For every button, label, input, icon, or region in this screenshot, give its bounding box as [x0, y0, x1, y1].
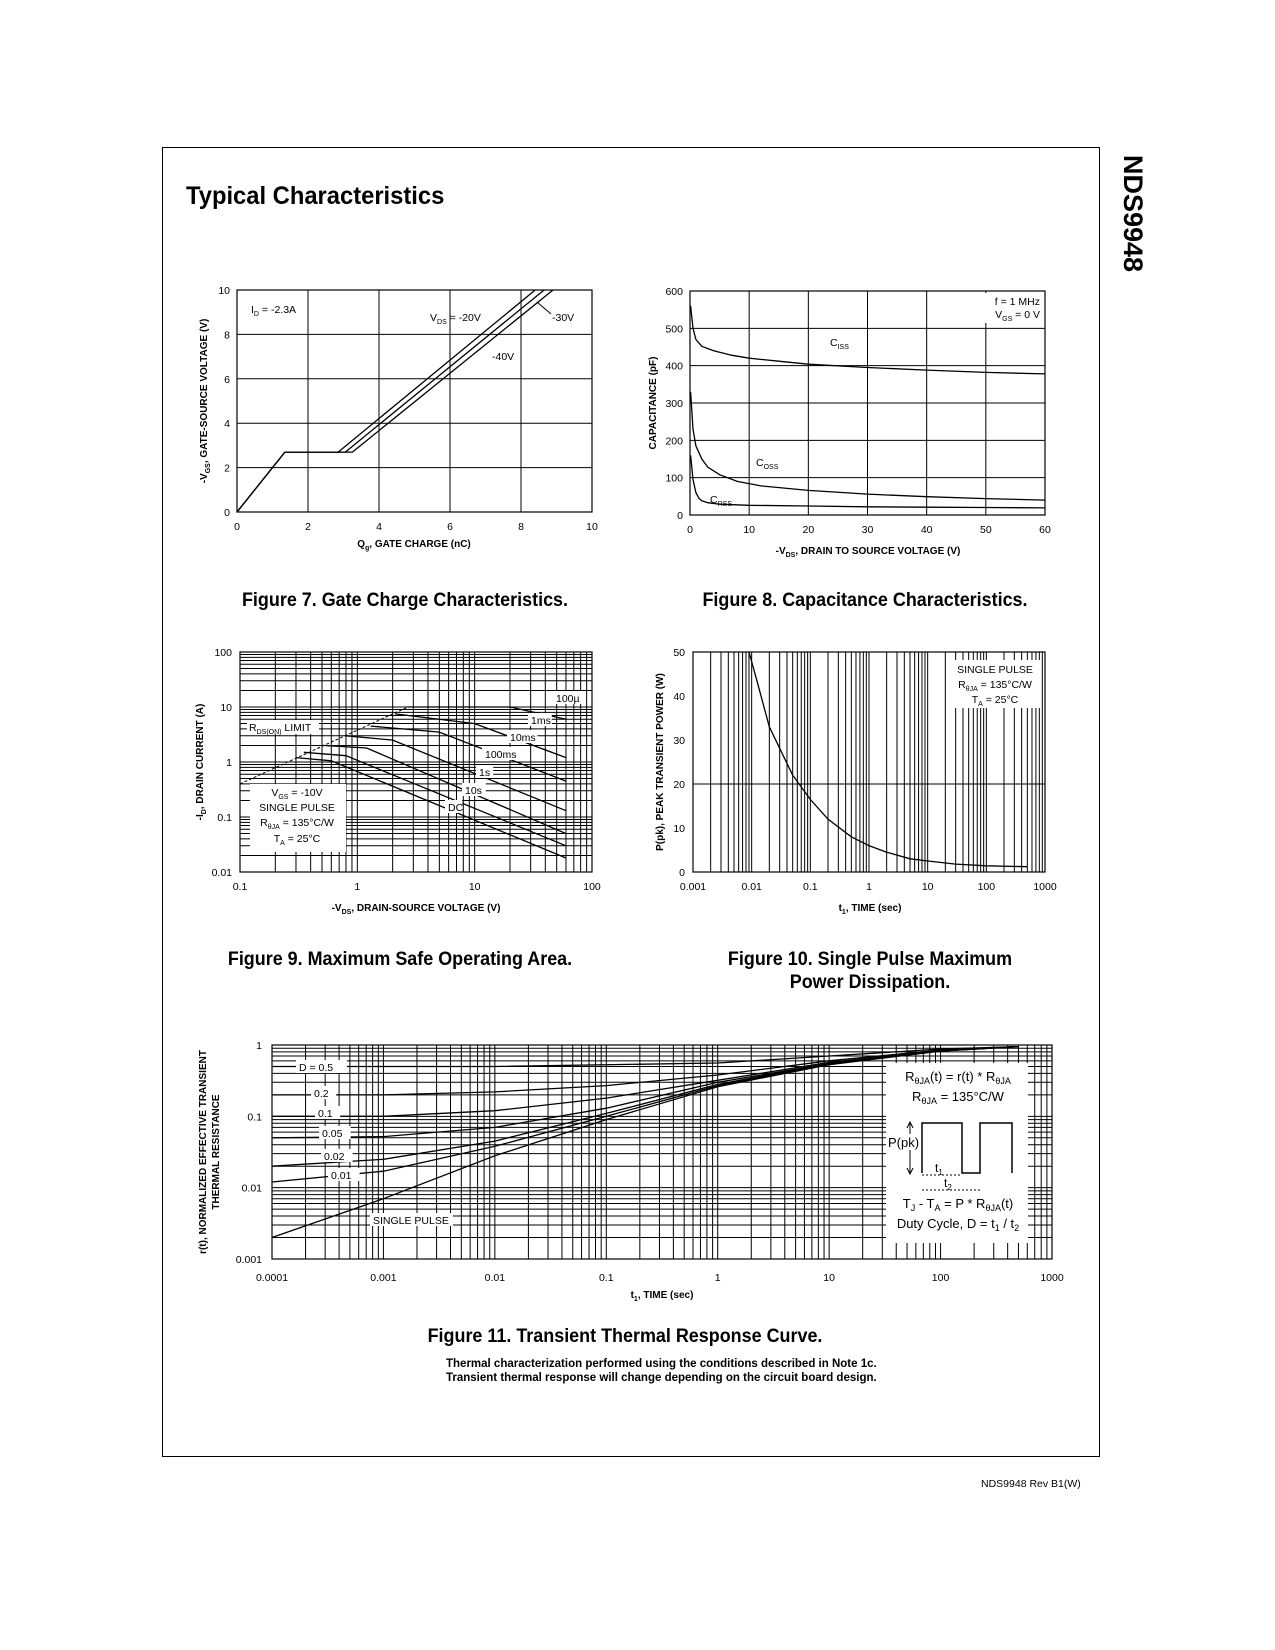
f7-ytick-label: 10 — [218, 285, 230, 297]
fig9-annotation-rtheta: $R_{\theta JA} = 135^\circ C/W$ — [260, 817, 334, 831]
f11-xtick-label: 10 — [823, 1272, 835, 1284]
fig9-annotation-single-pulse: SINGLE PULSE — [259, 802, 335, 814]
fig7-chart — [199, 285, 598, 552]
f7-ytick-label: 0 — [224, 507, 230, 519]
side-part-number: NDS9948 — [1118, 155, 1148, 273]
f10-xtick-label: 0.1 — [803, 881, 818, 893]
fig10-ylabel: P(pk), PEAK TRANSIENT POWER (W) — [655, 673, 666, 851]
f11-ytick-label: 0.001 — [235, 1254, 262, 1266]
fig9-caption: Figure 9. Maximum Safe Operating Area. — [227, 948, 573, 970]
f8-xtick-label: 30 — [861, 524, 874, 536]
fig8-label-ciss: $C_{ISS}$ — [830, 337, 849, 351]
fig9-chart — [195, 647, 601, 916]
f7-series-1 — [237, 290, 544, 512]
fig11-ylabel-line-2: THERMAL RESISTANCE — [211, 1094, 222, 1210]
f11-xtick-label: 100 — [931, 1272, 950, 1284]
fig8-xlabel: $-V_{DS}$, DRAIN TO SOURCE VOLTAGE (V) — [775, 546, 961, 559]
page-footer: NDS9948 Rev B1(W) — [981, 1478, 1081, 1490]
fig11-note-line-1: Thermal characterization performed using the conditions described in Note 1c. — [446, 1358, 877, 1370]
f8-xtick-label: 50 — [979, 524, 992, 536]
fig11-annotation-duty: Duty Cycle, $D = t_1 / t_2$ — [896, 1216, 1020, 1233]
fig11-curve-label: 0.1 — [318, 1108, 333, 1120]
f8-xtick-label: 0 — [687, 524, 693, 536]
fig9-xlabel: $-V_{DS}$, DRAIN-SOURCE VOLTAGE (V) — [331, 903, 501, 916]
fig10-caption-line-1: Figure 10. Single Pulse Maximum — [727, 948, 1013, 970]
f8-xtick-label: 40 — [920, 524, 933, 536]
f9-xtick-label: 1 — [354, 881, 361, 893]
f11-xtick-label: 1 — [714, 1272, 721, 1284]
fig10-caption-line-2: Power Dissipation. — [789, 971, 951, 993]
f7-series-2 — [237, 290, 553, 512]
fig8-ylabel: CAPACITANCE (pF) — [648, 356, 659, 450]
f8-ytick-label: 100 — [665, 472, 683, 485]
fig11-annotation-tj: $T_J - T_A = P * R_{\theta JA}(t)$ — [902, 1196, 1014, 1213]
f9-ytick-label: 1 — [226, 757, 232, 769]
f10-xtick-label: 10 — [921, 881, 934, 893]
fig11-xlabel: $t_1$, TIME (sec) — [630, 1290, 694, 1303]
fig11-curve-label: 0.2 — [314, 1088, 329, 1100]
fig10-annotation-single-pulse: SINGLE PULSE — [957, 664, 1033, 676]
fig7-plot-frame — [237, 290, 592, 512]
f11-ytick-label: 0.1 — [247, 1111, 262, 1124]
fig9-curve-label: 10ms — [510, 732, 536, 744]
f11-xtick-label: 1000 — [1040, 1272, 1064, 1284]
fig11-annotation-t1: $t_1$ — [935, 1161, 943, 1177]
f8-xtick-label: 60 — [1039, 524, 1051, 536]
f8-xtick-label: 20 — [802, 524, 815, 536]
f7-series-0 — [237, 290, 535, 512]
fig11-annotation-t2: $t_2$ — [944, 1176, 952, 1192]
fig11-curve-label: SINGLE PULSE — [373, 1215, 449, 1227]
f9-xtick-label: 0.1 — [232, 881, 248, 893]
fig7-xlabel: $Q_g$, GATE CHARGE (nC) — [357, 539, 471, 552]
f11-ytick-label: 0.01 — [241, 1182, 262, 1195]
f10-ytick-label: 10 — [673, 823, 685, 835]
fig8-label-crss: $C_{RSS}$ — [710, 494, 732, 508]
fig9-curve-label: 100µ — [556, 693, 580, 705]
f7-xtick-label: 10 — [586, 521, 598, 533]
f8-ytick-label: 0 — [677, 510, 683, 522]
fig7-annotation-40v: -40V — [492, 351, 515, 363]
f10-xtick-label: 0.01 — [741, 881, 762, 893]
f10-ytick-label: 40 — [673, 691, 685, 703]
fig11-curve-label: 0.02 — [324, 1151, 345, 1163]
fig8-caption: Figure 8. Capacitance Characteristics. — [702, 589, 1028, 611]
fig7-annotation-id: $I_D = -2.3A$ — [251, 304, 297, 318]
f9-series-5 — [322, 745, 566, 833]
fig8-annotation-vgs: $V_{GS} = 0$ V — [995, 309, 1040, 323]
f9-ytick-label: 0.01 — [211, 867, 232, 879]
fig9-curve-label: DC — [448, 802, 464, 814]
fig11-curve-label: D = 0.5 — [299, 1062, 334, 1074]
fig9-curve-label: 100ms — [485, 749, 517, 761]
f11-xtick-label: 0.0001 — [255, 1272, 289, 1284]
f8-ytick-label: 400 — [665, 360, 683, 373]
f8-ytick-label: 300 — [665, 398, 683, 410]
f10-xtick-label: 1000 — [1033, 881, 1057, 893]
f10-ytick-label: 50 — [673, 647, 685, 659]
f7-ytick-label: 2 — [224, 462, 230, 475]
f10-ytick-label: 30 — [673, 735, 685, 747]
fig7-annotation-vds20: $V_{DS} = -20V$ — [430, 312, 481, 326]
fig10-annotation-ta: $T_A = 25^\circ C$ — [971, 694, 1019, 708]
fig11-curve-label: 0.01 — [331, 1170, 352, 1182]
f10-xtick-label: 0.001 — [679, 881, 707, 893]
fig7-ylabel: $-V_{GS}$, GATE-SOURCE VOLTAGE (V) — [199, 318, 212, 484]
fig9-curve-label: 1s — [479, 767, 491, 779]
f9-ytick-label: 10 — [220, 702, 232, 714]
f11-xtick-label: 0.01 — [484, 1272, 506, 1284]
f9-ytick-label: 100 — [214, 647, 232, 659]
fig7-caption: Figure 7. Gate Charge Characteristics. — [241, 589, 569, 611]
f10-xtick-label: 100 — [977, 881, 996, 893]
fig11-chart — [198, 1040, 1064, 1303]
fig11-annotation-formula1: $R_{\theta JA}(t) = r(t) * R_{\theta JA}$ — [905, 1069, 1011, 1086]
f7-xtick-label: 0 — [234, 521, 240, 533]
f7-xtick-label: 4 — [376, 521, 382, 533]
fig11-annotation-ppk: P(pk) — [888, 1135, 920, 1150]
f7-xtick-label: 8 — [518, 521, 524, 533]
f10-xtick-label: 1 — [866, 881, 872, 893]
fig11-annotation-formula2: $R_{\theta JA} = 135^\circ C/W$ — [912, 1089, 1004, 1106]
f8-ytick-label: 200 — [665, 435, 683, 448]
f10-ytick-label: 0 — [679, 867, 685, 879]
fig9-annotation-ta: $T_A = 25^\circ C$ — [273, 833, 321, 847]
f7-ytick-label: 4 — [224, 418, 230, 431]
f7-ytick-label: 8 — [224, 329, 230, 342]
f11-xtick-label: 0.1 — [598, 1272, 614, 1284]
fig9-ylabel: $-I_D$, DRAIN CURRENT (A) — [195, 703, 208, 821]
fig7-annotation-30v: -30V — [552, 312, 575, 324]
fig11-note-line-2: Transient thermal response will change depending on the circuit board design. — [446, 1372, 877, 1384]
fig10-xlabel: $t_1$, TIME (sec) — [838, 903, 902, 916]
f11-ytick-label: 1 — [256, 1040, 262, 1052]
fig11-ylabel-line-1: r(t), NORMALIZED EFFECTIVE TRANSIENT — [198, 1050, 209, 1254]
f9-ytick-label: 0.1 — [217, 812, 232, 824]
fig11-caption: Figure 11. Transient Thermal Response Curve. — [427, 1325, 823, 1347]
f9-xtick-label: 10 — [468, 881, 481, 893]
f8-xtick-label: 10 — [743, 524, 756, 536]
fig9-annotation-vgs: $V_{GS} = -10V$ — [271, 787, 323, 801]
f11-xtick-label: 0.001 — [370, 1272, 397, 1284]
fig10-chart — [655, 647, 1057, 916]
f7-xtick-label: 2 — [305, 521, 311, 533]
f9-xtick-label: 100 — [583, 881, 601, 893]
fig8-annotation-freq: f = 1 MHz — [994, 296, 1040, 308]
fig9-annotation-rdson: $R_{DS(ON)}$ LIMIT — [249, 722, 312, 736]
f10-ytick-label: 20 — [673, 779, 685, 791]
fig8-chart — [648, 286, 1051, 559]
fig7-leader-30v — [537, 302, 551, 314]
page-title: Typical Characteristics — [186, 182, 445, 210]
fig9-curve-label: 1ms — [531, 715, 551, 727]
f7-ytick-label: 6 — [224, 373, 230, 386]
fig11-curve-label: 0.05 — [322, 1128, 343, 1140]
fig8-label-coss: $C_{OSS}$ — [756, 457, 779, 471]
f8-ytick-label: 600 — [665, 286, 683, 298]
f8-ytick-label: 500 — [665, 323, 683, 336]
fig9-curve-label: 10s — [465, 785, 482, 797]
fig10-annotation-rtheta: $R_{\theta JA} = 135^\circ C/W$ — [958, 679, 1032, 693]
f7-xtick-label: 6 — [447, 521, 453, 533]
